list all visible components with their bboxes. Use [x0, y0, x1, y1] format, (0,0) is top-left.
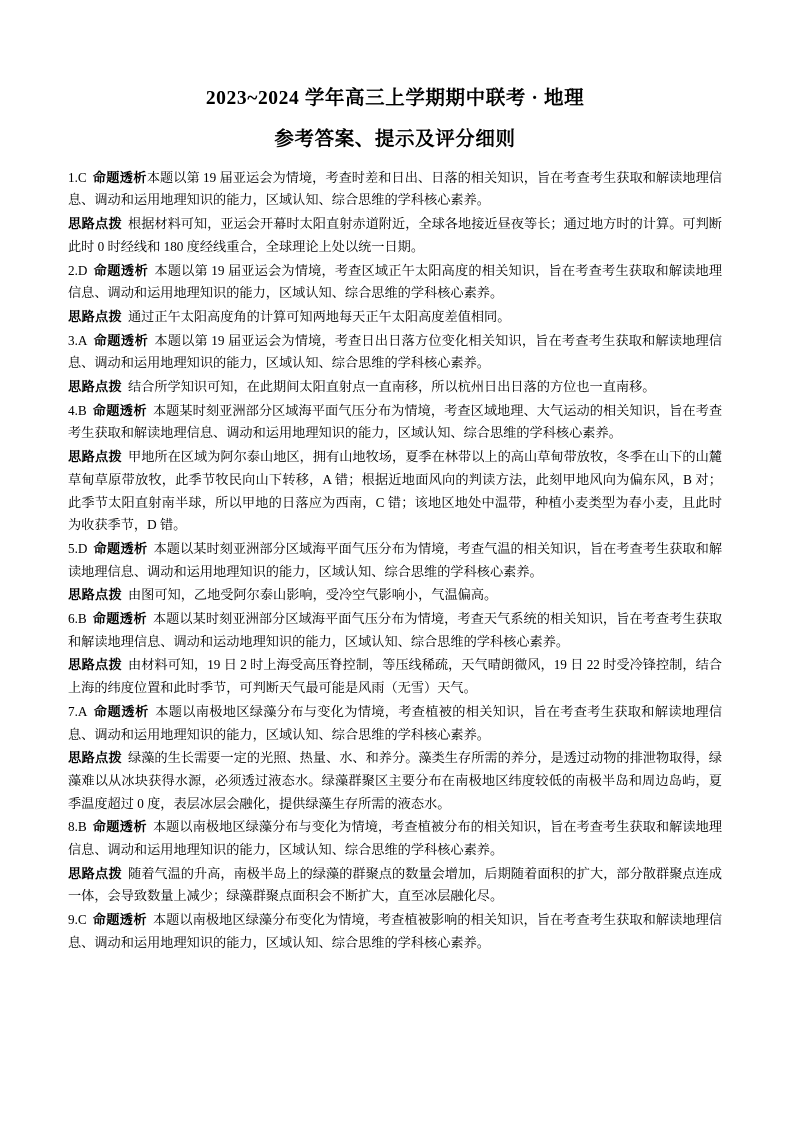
answer-item-8	[68, 816, 722, 861]
hint-text: 随着气温的升高，南极半岛上的绿藻的群聚点的数量会增加，后期随着面积的扩大，部分散群聚点连成一体，会导致数量上减少；绿藻群聚点面积会不断扩大，直至冰层融化尽。	[68, 865, 722, 904]
answer-number: 9.C	[68, 912, 87, 928]
analysis-text: 本题以某时刻亚洲部分区域海平面气压分布为情境，考查天气系统的相关知识，旨在考查考生获取和解读地理信息、调动和运动地理知识的能力，区域认知、综合思维的学科核心素养。	[68, 611, 723, 649]
hint-item-4	[68, 446, 722, 537]
page-title: 2023~2024 学年高三上学期期中联考 · 地理	[205, 88, 585, 109]
hint-item-1	[68, 213, 722, 258]
answer-item-2	[68, 260, 722, 305]
hint-item-8	[68, 863, 722, 908]
analysis-tag: 命题透析	[93, 540, 148, 556]
answer-item-3	[68, 330, 722, 375]
answer-number: 6.B	[68, 611, 87, 627]
hint-item-3	[68, 376, 722, 399]
hint-text: 由图可知，乙地受阿尔泰山影响，受冷空气影响小，气温偏高。	[127, 587, 498, 603]
hint-text: 由材料可知，19 日 2 时上海受高压脊控制，等压线稀疏，天气晴朗微风，19 日 22 时受冷锋控制，结合上海的纬度位置和此时季节，可判断天气最可能是风雨（无雪）天气。	[68, 657, 722, 696]
analysis-tag: 命题透析	[92, 819, 147, 835]
hint-text: 根据材料可知，亚运会开幕时太阳直射赤道附近，全球各地接近昼夜等长；通过地方时的计算。可判断此时 0 时经线和 180 度经线重合，全球理论上处以统一日期。	[68, 216, 722, 254]
analysis-text: 本题某时刻亚洲部分区域海平面气压分布为情境，考查区域地理、大气运动的相关知识，旨在考查考生获取和解读地理信息、调动和运用地理知识的能力，区域认知、综合思维的学科核心素养。	[68, 402, 723, 441]
analysis-tag: 命题透析	[93, 332, 149, 348]
answer-item-6	[68, 608, 722, 653]
page-subtitle: 参考答案、提示及评分细则	[274, 129, 516, 151]
answer-number: 4.B	[68, 402, 87, 418]
analysis-tag: 命题透析	[93, 703, 149, 719]
hint-text: 绿藻的生长需要一定的光照、热量、水、和养分。藻类生存所需的养分，是透过动物的排泄物取得，绿藻难以从冰块获得水源，必须透过液态水。绿藻群聚区主要分布在南极地区纬度较低的南极半岛和周边岛屿，夏季温度超过 0 度，表层冰层会融化，提供绿藻生存所需的液态水。	[68, 750, 722, 811]
analysis-tag: 命题透析	[92, 402, 147, 418]
answer-number: 3.A	[68, 332, 88, 348]
analysis-tag: 命题透析	[93, 262, 149, 278]
hint-text: 结合所学知识可知，在此期间太阳直射点一直南移，所以杭州日出日落的方位也一直南移。	[127, 379, 656, 395]
hint-item-2	[68, 306, 722, 329]
analysis-text: 本题以第 19 届亚运会为情境，考查日出日落方位变化相关知识，旨在考查考生获取和解读地理信息、调动和运用地理知识的能力，区域认知、综合思维的学科核心素养。	[68, 332, 723, 371]
hint-item-7	[68, 747, 722, 815]
hint-text: 通过正午太阳高度角的计算可知两地每天正午太阳高度差值相同。	[127, 308, 511, 324]
analysis-text: 本题以某时刻亚洲部分区域海平面气压分布为情境，考查气温的相关知识，旨在考查考生获取和解读地理信息、调动和运用地理知识的能力，区域认知、综合思维的学科核心素养。	[68, 540, 723, 579]
analysis-text: 本题以南极地区绿藻分布与变化为情境，考查植被的相关知识，旨在考查考生获取和解读地理信息、调动和运用地理知识的能力，区域认知、综合思维的学科核心素养。	[68, 703, 723, 742]
hint-tag: 思路点拨	[68, 449, 122, 465]
analysis-tag: 命题透析	[92, 169, 147, 185]
answer-number: 7.A	[68, 703, 88, 719]
analysis-tag: 命题透析	[92, 912, 147, 928]
analysis-text: 本题以南极地区绿藻分布与变化为情境，考查植被分布的相关知识，旨在考查考生获取和解读地理信息、调动和运用地理知识的能力，区域认知、综合思维的学科核心素养。	[68, 819, 723, 858]
hint-tag: 思路点拨	[68, 308, 122, 324]
hint-tag: 思路点拨	[68, 865, 122, 881]
answer-number: 1.C	[68, 169, 87, 185]
hint-tag: 思路点拨	[68, 379, 122, 395]
answer-number: 8.B	[68, 819, 87, 835]
analysis-text: 本题以第 19 届亚运会为情境，考查时差和日出、日落的相关知识，旨在考查考生获取和解读地理信息、调动和运用地理知识的能力，区域认知、综合思维的学科核心素养。	[68, 169, 723, 208]
answer-list	[68, 167, 722, 955]
answer-item-5	[68, 538, 722, 583]
answer-number: 5.D	[68, 540, 88, 556]
hint-tag: 思路点拨	[68, 216, 122, 232]
hint-tag: 思路点拨	[68, 587, 122, 603]
analysis-text: 本题以第 19 届亚运会为情境，考查区域正午太阳高度的相关知识，旨在考查考生获取和解读地理信息、调动和运用地理知识的能力，区域认知、综合思维的学科核心素养。	[68, 262, 723, 301]
hint-tag: 思路点拨	[68, 750, 122, 766]
answer-item-7	[68, 701, 722, 746]
hint-item-6	[68, 654, 722, 699]
analysis-tag: 命题透析	[92, 611, 147, 627]
answer-item-9	[68, 909, 722, 954]
hint-text: 甲地所在区域为阿尔泰山地区，拥有山地牧场，夏季在林带以上的高山草甸带放牧，冬季在山下的山麓草甸草原带放牧，此季节牧民向山下转移，A 错；根据近地面风向的判读方法，此刻甲地风向为偏东风，B 对；此季节太阳直射南半球，所以甲地的日落应为西南，C 错；该地区地处中温带，种植小麦类型为春小麦，且此时为收获季节，D 错。	[68, 449, 722, 533]
answer-item-4	[68, 400, 722, 445]
answer-number: 2.D	[68, 262, 88, 278]
hint-tag: 思路点拨	[68, 657, 122, 673]
hint-item-5	[68, 584, 722, 607]
answer-item-1	[68, 167, 722, 212]
analysis-text: 本题以南极地区绿藻分布变化为情境，考查植被影响的相关知识，旨在考查考生获取和解读地理信息、调动和运用地理知识的能力，区域认知、综合思维的学科核心素养。	[68, 912, 723, 950]
